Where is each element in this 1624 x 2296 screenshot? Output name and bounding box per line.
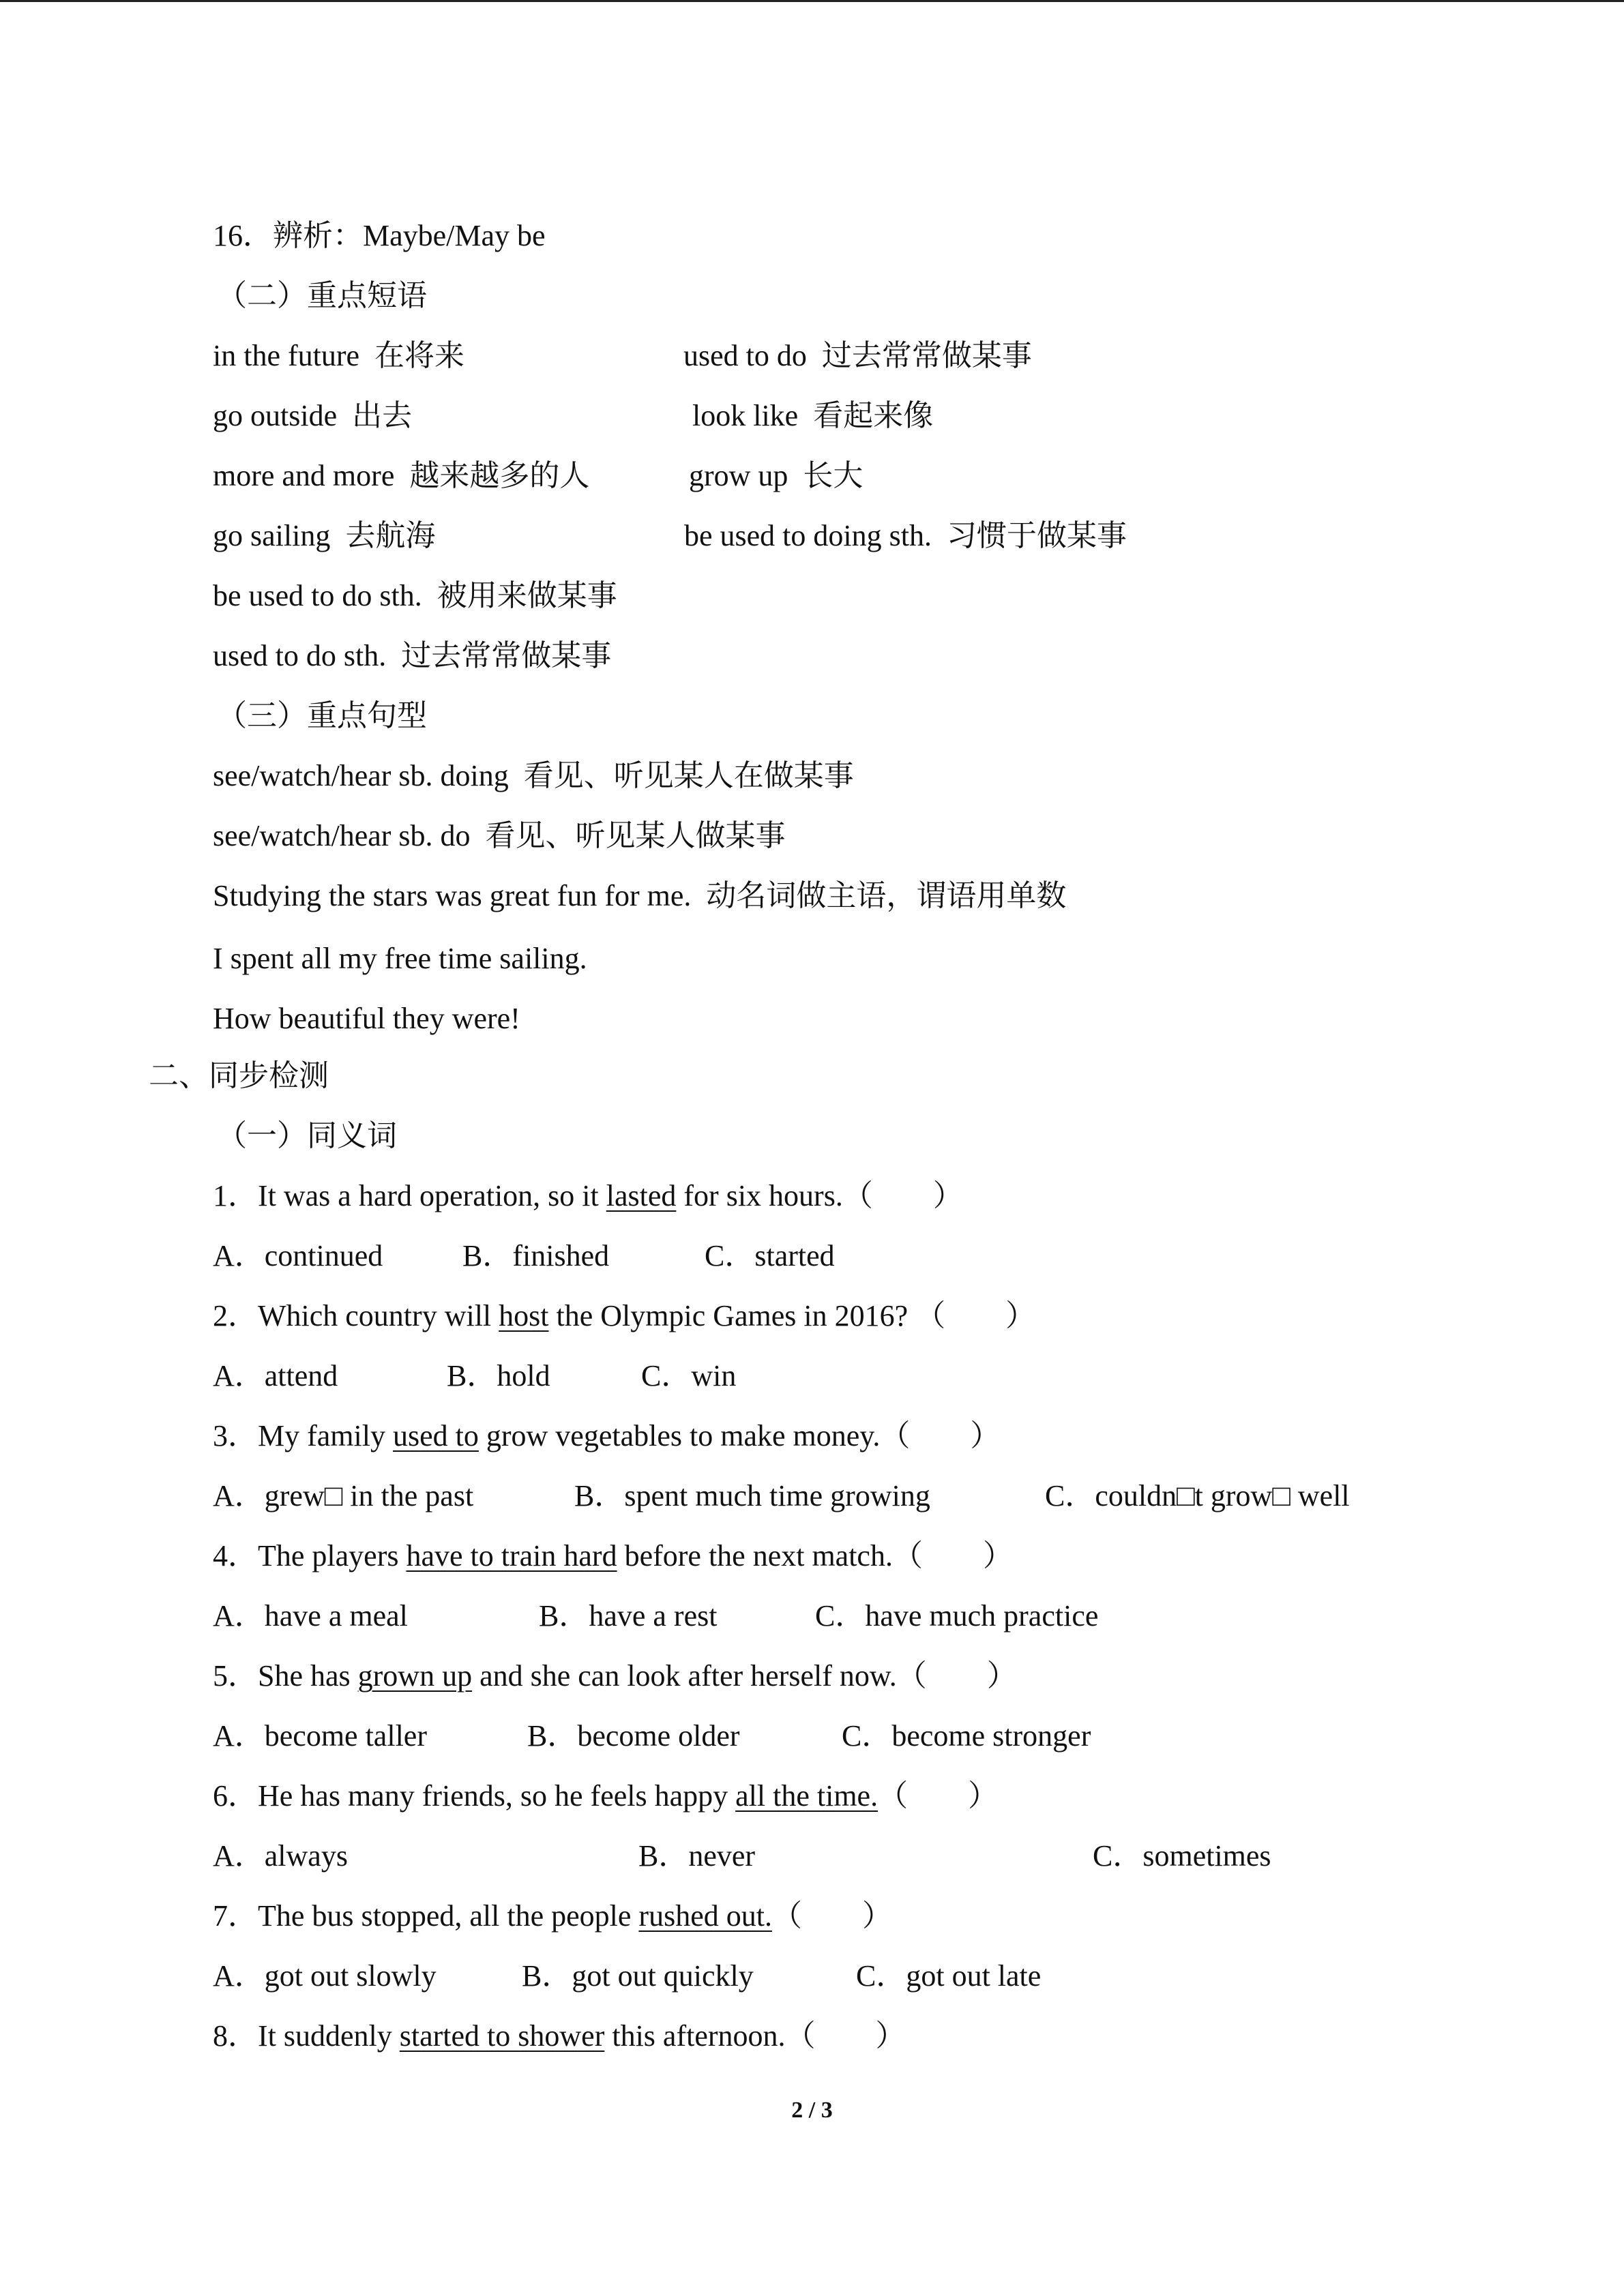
option-a: A．got out slowly: [213, 1959, 437, 1993]
phrase-right: used to do 过去常常做某事: [683, 339, 1032, 372]
question-text: 3．My family: [213, 1419, 393, 1452]
item-16: 16．辨析：Maybe/May be: [213, 219, 546, 252]
option-a: A．attend: [213, 1359, 338, 1392]
question-text: 8．It suddenly: [213, 2019, 400, 2053]
sentence-line: see/watch/hear sb. do 看见、听见某人做某事: [213, 819, 786, 852]
question-text: 1．It was a hard operation, so it: [213, 1179, 606, 1212]
option-c: C．sometimes: [1093, 1839, 1271, 1873]
top-border: [0, 0, 1624, 2]
question-text: and she can look after herself now.（ ）: [472, 1659, 1017, 1693]
underlined-phrase: lasted: [606, 1179, 677, 1212]
underlined-phrase: grown up: [357, 1659, 473, 1693]
phrase-left: in the future 在将来: [213, 339, 465, 372]
option-c: C．become stronger: [842, 1719, 1091, 1753]
option-c: C．win: [641, 1359, 737, 1392]
option-c: C．started: [705, 1239, 835, 1272]
option-c: C．have much practice: [815, 1599, 1099, 1632]
question-text: for six hours.（ ）: [676, 1179, 963, 1212]
question-text: before the next match.（ ）: [617, 1539, 1013, 1572]
option-a: A．always: [213, 1839, 348, 1873]
question-7: [213, 1896, 892, 1937]
question-1: [213, 1176, 963, 1217]
phrases-heading: （二）重点短语: [217, 279, 427, 312]
question-text: the Olympic Games in 2016? （ ）: [548, 1299, 1036, 1332]
sentence-line: see/watch/hear sb. doing 看见、听见某人在做某事: [213, 759, 854, 792]
option-a: A．grew□ in the past: [213, 1479, 474, 1512]
question-text: 6．He has many friends, so he feels happy: [213, 1779, 736, 1813]
question-5: [213, 1656, 1017, 1697]
phrase-left: used to do sth. 过去常常做某事: [213, 639, 612, 672]
option-b: B．hold: [447, 1359, 550, 1392]
phrase-left: be used to do sth. 被用来做某事: [213, 579, 617, 612]
underlined-phrase: rushed out.: [638, 1899, 772, 1933]
underlined-phrase: have to train hard: [406, 1539, 617, 1572]
question-text: 4．The players: [213, 1539, 407, 1572]
option-a: A．continued: [213, 1239, 383, 1272]
question-2: [213, 1296, 1035, 1337]
section-heading: 二、同步检测: [149, 1059, 329, 1092]
option-b: B．become older: [527, 1719, 740, 1753]
phrase-right: look like 看起来像: [692, 399, 934, 432]
sentence-line: How beautiful they were!: [213, 1002, 520, 1035]
question-text: （ ）: [878, 1779, 999, 1813]
phrase-left: go outside 出去: [213, 399, 413, 432]
underlined-phrase: all the time.: [735, 1779, 879, 1813]
question-6: [213, 1776, 998, 1817]
phrase-right: grow up 长大: [689, 459, 863, 492]
question-text: this afternoon.（ ）: [604, 2019, 906, 2053]
option-a: A．have a meal: [213, 1599, 408, 1632]
option-b: B．have a rest: [539, 1599, 718, 1632]
option-c: C．got out late: [856, 1959, 1042, 1993]
question-4: [213, 1536, 1013, 1577]
question-text: 5．She has: [213, 1659, 358, 1693]
option-c: C．couldn□t grow□ well: [1045, 1479, 1350, 1512]
sentence-line: Studying the stars was great fun for me. 动名词做主语，谓语用单数: [213, 879, 1067, 912]
phrase-left: go sailing 去航海: [213, 519, 436, 552]
option-b: B．finished: [462, 1239, 610, 1272]
phrase-right: be used to doing sth. 习惯于做某事: [684, 519, 1127, 552]
underlined-phrase: host: [499, 1299, 549, 1332]
question-text: 7．The bus stopped, all the people: [213, 1899, 639, 1933]
underlined-phrase: started to shower: [399, 2019, 605, 2053]
option-b: B．spent much time growing: [574, 1479, 930, 1512]
synonyms-heading: （一）同义词: [217, 1119, 397, 1152]
phrase-left: more and more 越来越多的人: [213, 459, 590, 492]
underlined-phrase: used to: [392, 1419, 479, 1452]
option-b: B．got out quickly: [522, 1959, 754, 1993]
question-text: 2．Which country will: [213, 1299, 499, 1332]
option-b: B．never: [638, 1839, 756, 1873]
page-number: 2 / 3: [791, 2098, 833, 2123]
question-text: grow vegetables to make money.（ ）: [478, 1419, 1001, 1452]
question-8: [213, 2016, 906, 2057]
option-a: A．become taller: [213, 1719, 427, 1753]
sentence-line: I spent all my free time sailing.: [213, 942, 587, 975]
question-3: [213, 1416, 1000, 1457]
question-text: （ ）: [771, 1899, 892, 1933]
sentences-heading: （三）重点句型: [217, 699, 427, 732]
